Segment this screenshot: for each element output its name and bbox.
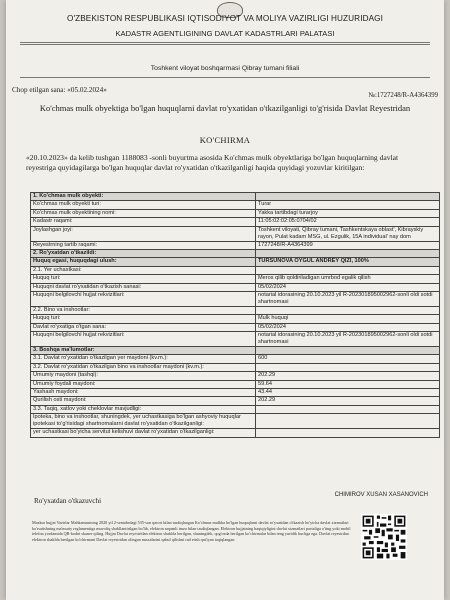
field-label: Umumiy foydali maydoni: [31, 380, 256, 388]
field-value [256, 414, 440, 429]
field-value: 202.29 [256, 372, 440, 380]
branch-name: Toshkent viloyat boshqarmasi Qibray tumani filiali [150, 65, 300, 72]
field-value: 59.64 [256, 380, 440, 388]
org-name-line1: O'ZBEKISTON RESPUBLIKASI IQTISODIYOT VA MOLIYA VAZIRLIGI HUZURIDAGI [67, 14, 383, 23]
table-row [31, 315, 440, 323]
field-label: yer uchastkasi bo'yicha servitut kelishuvi davlat ro'yxatidan o'tkazilganligi: [31, 429, 256, 437]
field-value: TURSUNOVA OYGUL ANDREY QIZI, 100% [256, 258, 440, 266]
field-value: 600 [256, 355, 440, 363]
field-value: 11:05:02:02:05:0704/02 [256, 218, 440, 226]
field-value: notarial idorasining 20.10.2023 yil R-202301895002962-sonli oldi sotdi shartnomasi [256, 291, 440, 306]
field-value: 05/02/2024 [256, 283, 440, 291]
field-label: Reyestrning tartib raqami: [31, 241, 256, 249]
table-row [31, 266, 440, 274]
field-value: 43.44 [256, 389, 440, 397]
field-label: Qurilish osti maydoni: [31, 397, 256, 405]
field-value [256, 193, 440, 201]
table-row [31, 291, 440, 306]
field-label: 3. Boshqa ma'lumotlar: [31, 347, 256, 355]
field-value [256, 249, 440, 257]
header-rule-bottom [20, 44, 430, 45]
branch-rule [20, 77, 430, 78]
field-label: 3.3. Taqiq, xatlov yoki cheklovlar mavjudligi: [31, 405, 256, 413]
field-value [256, 266, 440, 274]
table-row [31, 380, 440, 388]
table-row [31, 355, 440, 363]
table-row [31, 405, 440, 413]
org-name-line2: KADASTR AGENTLIGINING DAVLAT KADASTRLARI PALATASI [115, 29, 335, 38]
table-row [31, 363, 440, 371]
field-label: Ko'chmas mulk obyektining nomi: [31, 209, 256, 217]
field-label: Umumiy maydoni (tashqi): [31, 372, 256, 380]
header-rule-top [20, 42, 430, 43]
field-label: Huquq turi: [31, 315, 256, 323]
field-label: 2.1. Yer uchastkasi: [31, 266, 256, 274]
field-label: Kadastr raqami: [31, 218, 256, 226]
field-value [256, 405, 440, 413]
field-value: Mulk huquqi [256, 315, 440, 323]
table-row [31, 323, 440, 331]
field-label: 2. Ro'yxatdan o'tkazildi: [31, 249, 256, 257]
qr-code-icon[interactable] [361, 514, 407, 560]
table-row [31, 209, 440, 217]
field-value: notarial idorasining 20.10.2023 yil R-202301895002962-sonli oldi sotdi shartnomasi [256, 332, 440, 347]
table-row [31, 414, 440, 429]
table-section-row [31, 249, 440, 257]
table-row [31, 275, 440, 283]
field-value [256, 306, 440, 314]
field-value: Turar [256, 201, 440, 209]
field-label: Huquq turi: [31, 275, 256, 283]
table-row [31, 332, 440, 347]
document-page [6, 0, 444, 600]
field-value: 05/02/2024 [256, 323, 440, 331]
table-row [31, 283, 440, 291]
field-value: 202.29 [256, 397, 440, 405]
table-row [31, 306, 440, 314]
field-label: Ipoteka, bino va inshootlar, shuningdek, yer uchastkasiga bo'lgan ashyoviy huquqlar ipotekasi to'g'risidagi shartnomalarni davlat ro'yxatidan o'tkazilganligi: [31, 414, 256, 429]
field-label: Huquqni belgilovchi hujjat rekvizitlari: [31, 291, 256, 306]
field-label: Huquqni davlat ro'yxatidan o'tkazish sanasi: [31, 283, 256, 291]
table-row [31, 241, 440, 249]
table-section-row [31, 347, 440, 355]
field-label: Ko'chmas mulk obyekti turi: [31, 201, 256, 209]
field-label: Huquq egasi, huquqdagi ulush: [31, 258, 256, 266]
field-value [256, 363, 440, 371]
table-row [31, 201, 440, 209]
field-value [256, 347, 440, 355]
field-label: 3.2. Davlat ro'yxatidan o'tkazilgan bino va inshootlar maydoni (kv.m.): [31, 363, 256, 371]
field-label: Davlat ro'yxatiga o'tgan sana: [31, 323, 256, 331]
table-row [31, 218, 440, 226]
table-section-row [31, 193, 440, 201]
table-row [31, 389, 440, 397]
field-label: Joylashgan joyi: [31, 226, 256, 241]
field-label: 2.2. Bino va inshootlar: [31, 306, 256, 314]
document-title: Ko'chmas mulk obyektiga bo'lgan huquqlarni davlat ro'yxatidan o'tkazilganligi to'g'risida Davlat Reyestridan [39, 103, 411, 113]
field-value: Yakka tartibdagi turarjoy [256, 209, 440, 217]
document-subtitle: KO'CHIRMA [199, 135, 251, 145]
field-value: Meros qilib qoldiriladigan umrbod egalik qilish [256, 275, 440, 283]
registry-table [30, 192, 440, 438]
table-row [31, 429, 440, 437]
legal-footnote: Mazkur hujjat Vazirlar Mahkamasining 2020 yil 2-sentabrdagi 535-son qarori bilan tasdiqlangan Ko'chmas mulkka bo'lgan huquqlarni davlat ro'yxatidan o'tkazish bo'yicha davlat xizmatlari ko'rsatishning ma'muriy reglamentiga muvofiq shakllantirilgan bo'lib, elektron raqamli imzo bilan tasdiqlangan. Elektron hujjatning haqiqiyligini davlat xizmatlari portaliga o'ting yoki mobil telefon yordamida QR-kodni skaner qiling. Hujjat Davlat reyestridan elektron shaklda berilgan, shuningdek, qog'ozda berilgan ko'chirmalar bilan teng yuridik kuchga ega. Davlat reyestrdan elektron shaklda berilgan ko'chirmani Davlat reyestridan olingan nusxalarini qabul qilishni rad etish qat'iyan taqiqlangan. [32, 520, 351, 543]
field-label: 3.1. Davlat ro'yxatidan o'tkazilgan yer maydoni (kv.m.): [31, 355, 256, 363]
table-row [31, 372, 440, 380]
field-value: Toshkent viloyati, Qibray tumani, Tashkentskaya oblast', Kibrayskiy rayon, Pulat kadam MSG, ul. Ezgulik, 15A individual' nay dom [256, 226, 440, 241]
field-value: 1727248/R-A4364399 [256, 241, 440, 249]
print-date: Chop etilgan sana: «05.02.2024» [12, 86, 107, 94]
registrar-label: Ro'yxatdan o'tkazuvchi [34, 497, 102, 505]
table-row [31, 397, 440, 405]
table-section-row [31, 258, 440, 266]
table-row [31, 226, 440, 241]
registrar-name: CHIMIROV XUSAN XASANOVICH [334, 492, 428, 498]
field-label: Huquqni belgilovchi hujjat rekvizitlari: [31, 332, 256, 347]
intro-paragraph: «20.10.2023» da kelib tushgan 1188083 -sonli buyurtma asosida Ko'chmas mulk obyektlariga bo'lgan huquqlarning davlat reyestriga quyidagilarga bo'lgan huquqlar davlat ro'yxatidan o'tkazilganligi haqida quyidagi yozuvlar kiritilgan: [26, 153, 399, 172]
field-label: 1. Ko'chmas mulk obyekti: [31, 193, 256, 201]
field-value [256, 429, 440, 437]
document-number: №:1727248/R-A4364399 [368, 92, 438, 99]
field-label: Yashash maydoni: [31, 389, 256, 397]
